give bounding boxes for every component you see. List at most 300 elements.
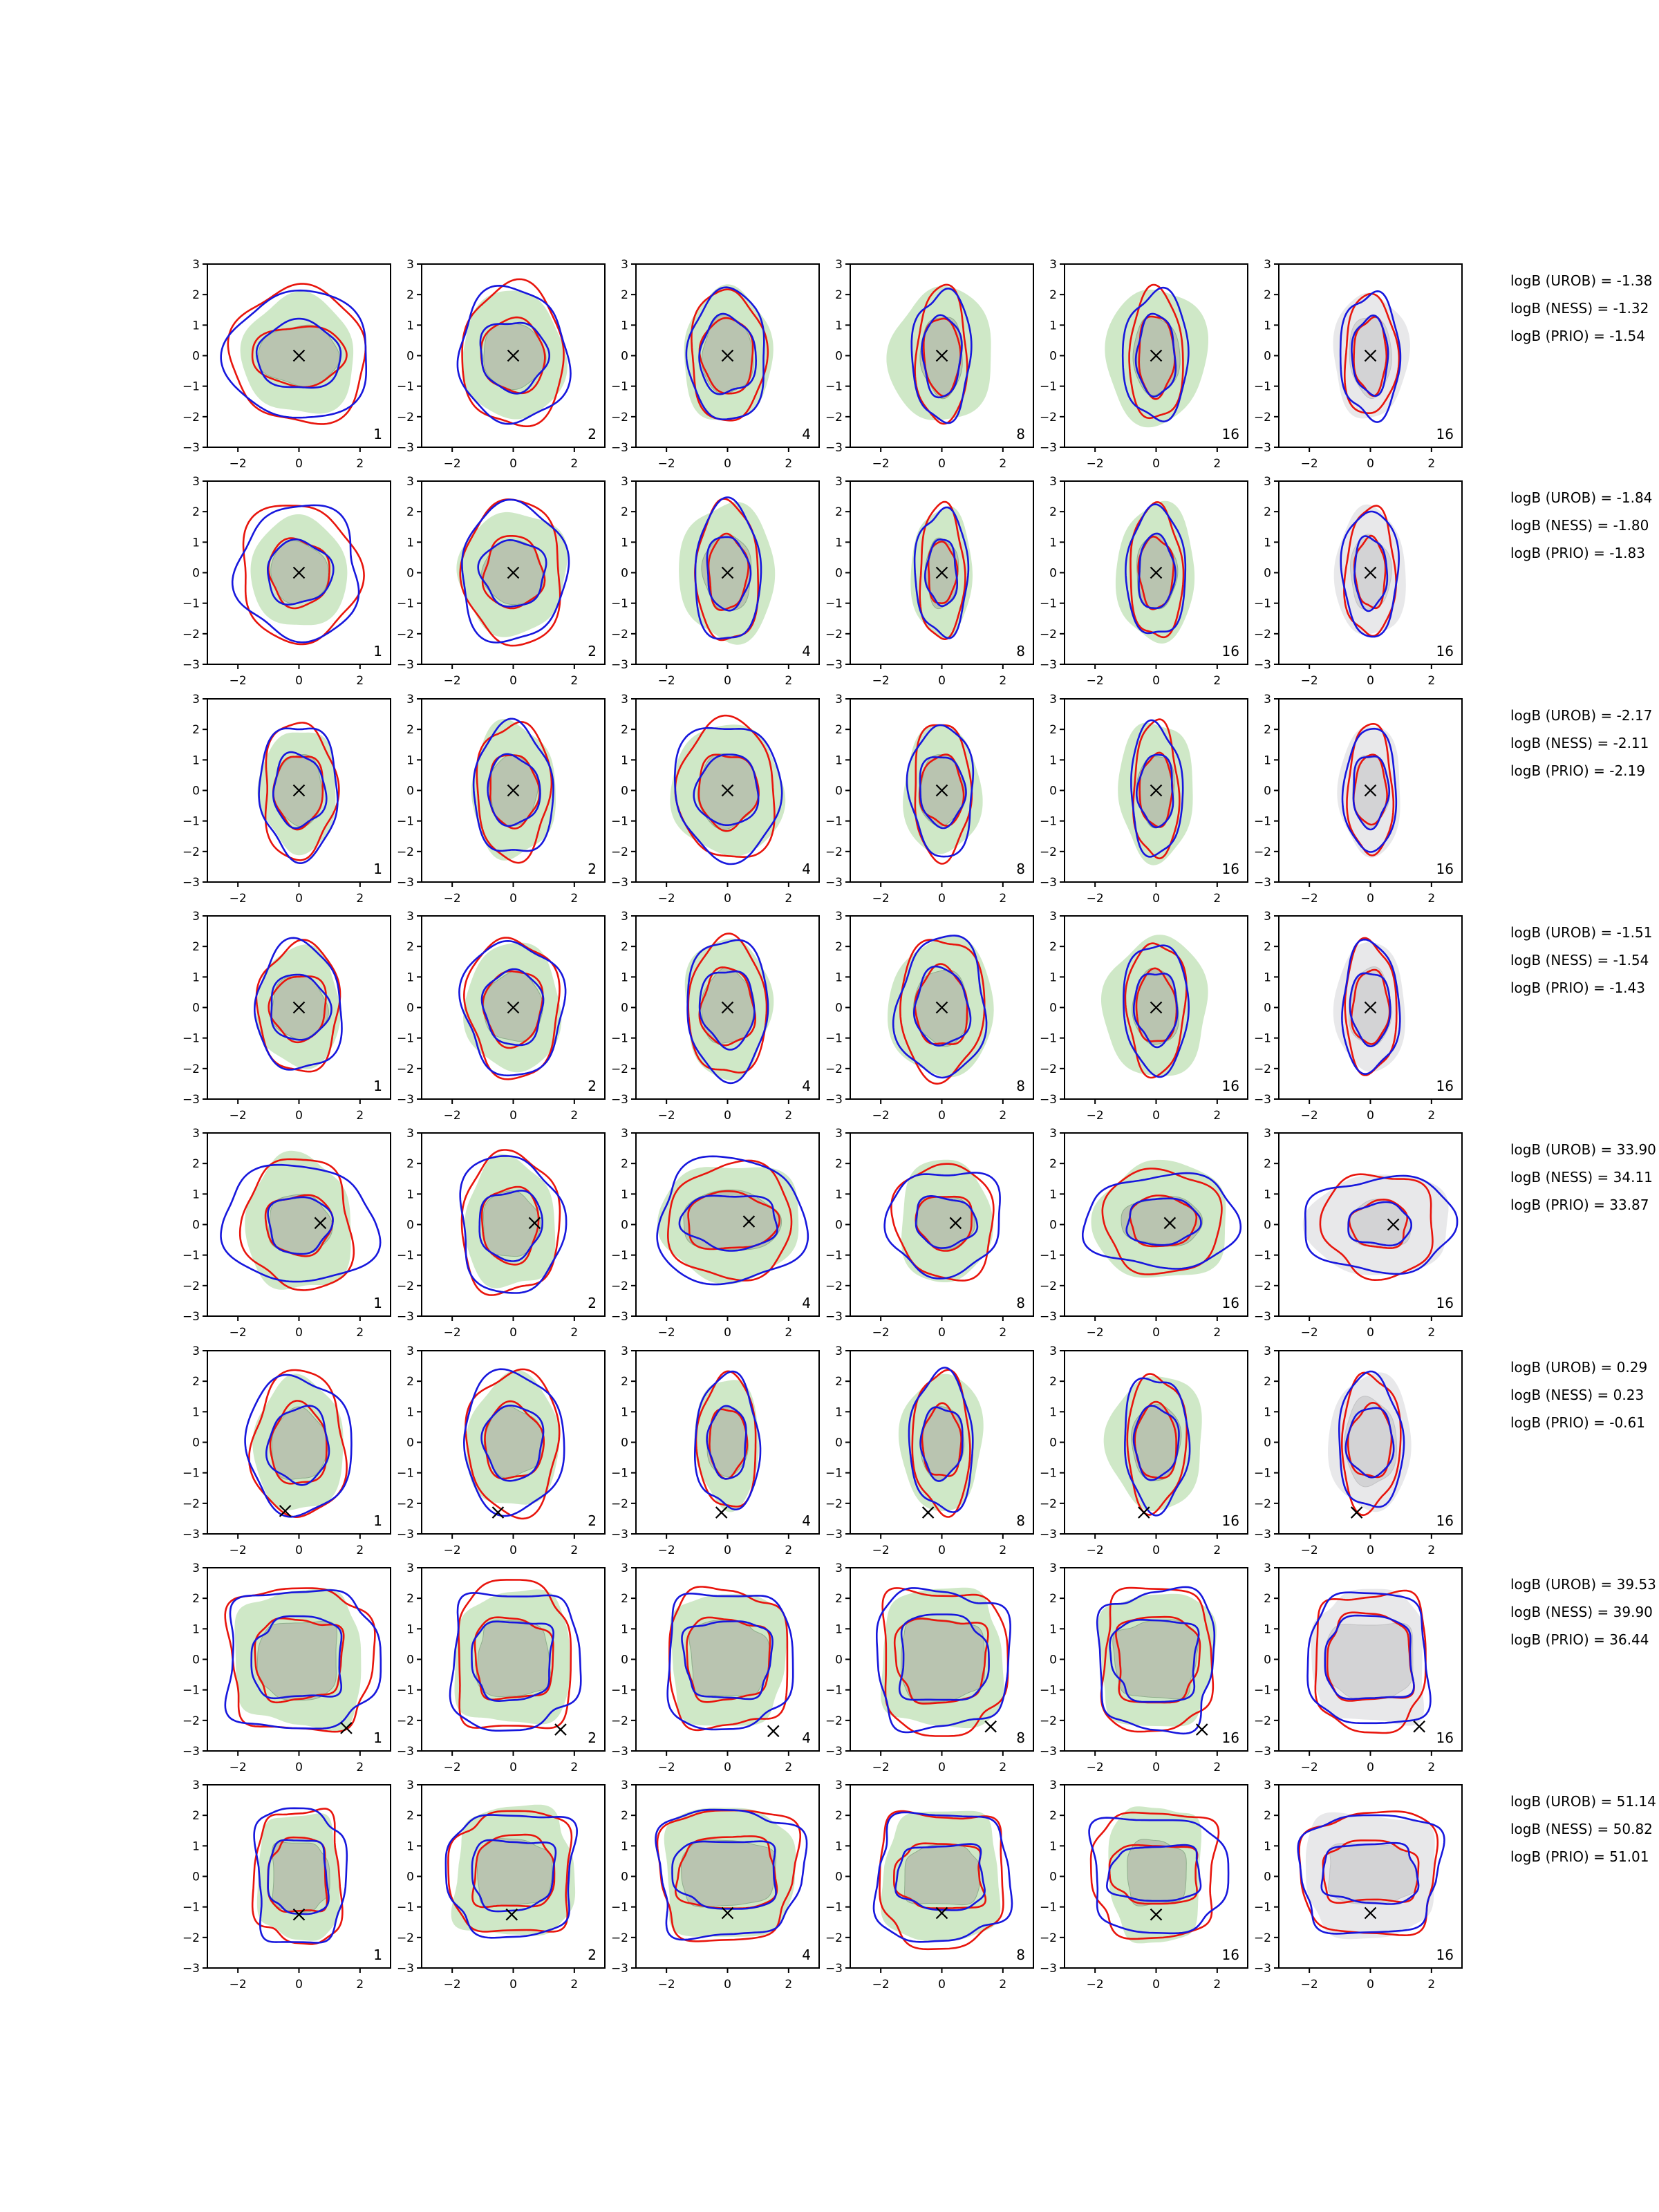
x-tick-label: 2 [1213,1978,1221,1991]
y-tick-label: 3 [1264,258,1271,272]
y-tick-label: −3 [1253,876,1271,890]
logb-ness-label: logB (NESS) = -1.32 [1510,300,1649,317]
y-tick-label: −1 [825,379,843,394]
y-tick-label: 0 [1049,1653,1057,1667]
contour-panel [1024,1344,1256,1571]
y-tick-label: 0 [1264,1218,1271,1232]
panel-count-label: 16 [1221,426,1239,442]
panel-count-label: 8 [1016,1947,1025,1963]
y-tick-label: −1 [182,597,200,611]
contour-panel-svg [167,692,399,917]
y-tick-label: 3 [1264,1779,1271,1792]
y-tick-label: −2 [1039,1931,1057,1945]
y-tick-label: 2 [1049,1592,1057,1606]
x-tick-label: 2 [999,457,1007,471]
y-tick-label: 2 [1049,723,1057,738]
x-tick-label: −2 [1300,892,1318,906]
y-tick-label: −3 [1253,1528,1271,1541]
contour-panel [810,474,1042,702]
y-tick-label: 3 [192,1779,200,1792]
x-tick-label: 0 [938,1978,946,1991]
contour-panel-svg [382,1778,613,2003]
y-tick-label: 3 [1264,693,1271,706]
contour-panel-svg [1024,1561,1256,1785]
y-tick-label: −1 [182,1683,200,1698]
contour-panel [1024,1126,1256,1353]
contour-panel-svg [810,474,1042,699]
y-tick-label: −1 [610,379,628,394]
x-tick-label: 2 [356,1544,364,1557]
x-tick-label: −2 [657,674,675,688]
x-tick-label: 0 [1367,1978,1374,1991]
y-tick-label: 2 [406,1809,414,1824]
panel-count-label: 8 [1016,426,1025,442]
y-tick-label: −3 [610,1962,628,1976]
y-tick-label: −3 [825,1310,843,1324]
y-tick-label: −2 [825,1062,843,1076]
x-tick-label: 2 [1427,1544,1436,1557]
contour-panel-svg [810,1126,1042,1351]
y-tick-label: 3 [406,1562,414,1575]
y-tick-label: 0 [1049,349,1057,364]
y-tick-label: 1 [406,1188,414,1202]
y-tick-label: −1 [1253,379,1271,394]
y-tick-label: −3 [1039,1745,1057,1759]
y-tick-label: 0 [406,1001,414,1015]
logb-ness-label: logB (NESS) = 34.11 [1510,1169,1653,1185]
contour-panel-svg [596,1561,827,1785]
y-tick-label: 3 [192,1562,200,1575]
y-tick-label: 3 [406,1344,414,1358]
y-tick-label: −3 [610,658,628,672]
y-tick-label: −1 [1253,1248,1271,1263]
y-tick-label: 3 [192,1127,200,1141]
x-tick-label: 0 [724,1761,731,1774]
contour-panel [1239,1778,1470,2005]
y-tick-label: 1 [621,1405,628,1420]
x-tick-label: −2 [443,1109,461,1123]
y-tick-label: 3 [621,910,628,924]
logb-ness-label: logB (NESS) = 0.23 [1510,1387,1644,1403]
panel-count-label: 2 [588,1730,597,1746]
x-tick-label: 2 [1427,892,1436,906]
panel-count-label: 2 [588,1078,597,1094]
contour-panel-svg [1024,1344,1256,1568]
x-tick-label: −2 [1086,892,1104,906]
y-tick-label: 2 [621,940,628,955]
y-tick-label: −1 [825,1248,843,1263]
y-tick-label: −2 [610,1931,628,1945]
y-tick-label: 2 [406,1157,414,1172]
y-tick-label: 2 [192,1375,200,1389]
y-tick-label: −1 [396,379,414,394]
y-tick-label: 1 [192,1188,200,1202]
y-tick-label: 1 [1264,1839,1271,1854]
y-tick-label: −3 [1039,1093,1057,1107]
x-tick-label: −2 [229,1761,247,1774]
panel-count-label: 8 [1016,1078,1025,1094]
y-tick-label: 1 [1264,971,1271,985]
y-tick-label: −2 [1253,1931,1271,1945]
y-tick-label: 0 [406,1436,414,1450]
y-tick-label: −1 [825,1683,843,1698]
contour-panel [167,1344,399,1571]
x-tick-label: 0 [1152,1761,1160,1774]
y-tick-label: 1 [192,753,200,768]
y-tick-label: 3 [406,1127,414,1141]
y-tick-label: −3 [825,1093,843,1107]
panel-count-label: 16 [1221,861,1239,877]
contour-panel-svg [596,474,827,699]
x-tick-label: 2 [999,1544,1007,1557]
contour-panel [382,1344,613,1571]
y-tick-label: 3 [1049,910,1057,924]
contour-panel-svg [1239,1344,1470,1568]
x-tick-label: 0 [1367,457,1374,471]
logb-urob-label: logB (UROB) = -1.51 [1510,924,1653,941]
panel-count-label: 16 [1436,861,1454,877]
x-tick-label: 2 [1427,1978,1436,1991]
y-tick-label: 2 [835,288,843,303]
y-tick-label: 3 [621,1344,628,1358]
y-tick-label: 2 [192,940,200,955]
y-tick-label: −2 [182,410,200,424]
panel-count-label: 16 [1436,1947,1454,1963]
panel-count-label: 2 [588,1947,597,1963]
contour-panel-svg [596,692,827,917]
x-tick-label: 0 [295,1109,303,1123]
panel-count-label: 1 [373,1730,382,1746]
contour-panel-svg [1024,692,1256,917]
y-tick-label: 1 [835,1622,843,1637]
y-tick-label: 1 [192,536,200,550]
y-tick-label: −2 [396,1497,414,1511]
x-tick-label: 0 [724,1544,731,1557]
y-tick-label: −1 [825,1466,843,1481]
x-tick-label: −2 [1086,1109,1104,1123]
x-tick-label: 0 [1367,1761,1374,1774]
panel-count-label: 16 [1221,1947,1239,1963]
contour-panel-svg [1239,1126,1470,1351]
y-tick-label: −1 [1253,1031,1271,1046]
x-tick-label: −2 [657,1544,675,1557]
y-tick-label: 1 [1049,536,1057,550]
x-tick-label: 0 [295,1326,303,1340]
contour-panel [810,1344,1042,1571]
x-tick-label: −2 [229,457,247,471]
y-tick-label: −1 [1039,379,1057,394]
x-tick-label: −2 [443,892,461,906]
x-tick-label: 2 [785,1978,793,1991]
contour-panel [1024,474,1256,702]
y-tick-label: −2 [825,1714,843,1728]
panel-count-label: 8 [1016,1512,1025,1529]
panel-count-label: 4 [802,861,811,877]
contour-panel [382,909,613,1136]
y-tick-label: −3 [1039,1962,1057,1976]
y-tick-label: −2 [825,845,843,859]
x-tick-label: 0 [1152,1326,1160,1340]
contour-panel [596,909,827,1136]
y-tick-label: 2 [1049,1809,1057,1824]
y-tick-label: −1 [1253,814,1271,829]
y-tick-label: 2 [1264,940,1271,955]
y-tick-label: 0 [835,784,843,798]
y-tick-label: 0 [1264,784,1271,798]
logb-ness-label: logB (NESS) = -1.80 [1510,517,1649,534]
y-tick-label: 2 [1049,288,1057,303]
y-tick-label: 3 [406,910,414,924]
y-tick-label: 0 [1049,1870,1057,1884]
y-tick-label: −2 [1039,1279,1057,1293]
y-tick-label: 1 [406,971,414,985]
y-tick-label: −2 [1253,1062,1271,1076]
panel-count-label: 1 [373,1512,382,1529]
y-tick-label: −2 [396,1931,414,1945]
x-tick-label: 2 [1213,1544,1221,1557]
contour-panel [1024,1778,1256,2005]
y-tick-label: 0 [1049,1218,1057,1232]
contour-panel [167,257,399,485]
contour-panel-svg [167,1344,399,1568]
contour-panel [382,1561,613,1788]
x-tick-label: 0 [724,674,731,688]
y-tick-label: 1 [406,536,414,550]
y-tick-label: 3 [835,1127,843,1141]
truth-x-marker [1351,1507,1362,1518]
x-tick-label: −2 [229,1978,247,1991]
y-tick-label: −1 [396,814,414,829]
y-tick-label: −3 [1039,1528,1057,1541]
logb-prio-label: logB (PRIO) = -1.83 [1510,545,1645,561]
x-tick-label: 0 [509,674,517,688]
x-tick-label: 2 [1213,1326,1221,1340]
contour-panel [596,257,827,485]
contour-panel [596,1561,827,1788]
x-tick-label: 0 [295,892,303,906]
y-tick-label: 3 [621,475,628,489]
y-tick-label: 3 [406,258,414,272]
contour-panel [1239,1344,1470,1571]
y-tick-label: −3 [1253,658,1271,672]
y-tick-label: 1 [621,1839,628,1854]
contour-panel-svg [810,257,1042,482]
panel-count-label: 2 [588,1512,597,1529]
x-tick-label: 2 [999,1109,1007,1123]
logb-annotation-block [1510,702,1659,785]
contour-panel [1239,692,1470,919]
y-tick-label: −1 [396,1900,414,1915]
x-tick-label: 0 [1367,1109,1374,1123]
contour-panel-svg [810,692,1042,917]
y-tick-label: 0 [1264,1436,1271,1450]
logb-prio-label: logB (PRIO) = 51.01 [1510,1848,1649,1865]
y-tick-label: −3 [610,1528,628,1541]
y-tick-label: 0 [835,1870,843,1884]
x-tick-label: −2 [657,1109,675,1123]
logb-annotation-block [1510,1353,1659,1436]
x-tick-label: 0 [938,1761,946,1774]
x-tick-label: −2 [229,1326,247,1340]
y-tick-label: −1 [396,1683,414,1698]
x-tick-label: 0 [1152,1978,1160,1991]
panel-count-label: 16 [1436,643,1454,659]
contour-panel-svg [810,1778,1042,2003]
y-tick-label: 2 [406,723,414,738]
x-tick-label: 0 [509,1326,517,1340]
contour-panel-svg [167,257,399,482]
x-tick-label: −2 [1086,1978,1104,1991]
panel-count-label: 16 [1221,643,1239,659]
contour-panel-svg [1024,1126,1256,1351]
y-tick-label: −3 [396,876,414,890]
x-tick-label: 0 [509,1978,517,1991]
y-tick-label: −3 [1253,441,1271,455]
x-tick-label: −2 [443,674,461,688]
y-tick-label: 2 [835,505,843,520]
y-tick-label: 0 [192,1218,200,1232]
y-tick-label: 0 [406,1870,414,1884]
x-tick-label: −2 [872,457,890,471]
x-tick-label: 0 [724,1978,731,1991]
y-tick-label: 2 [406,288,414,303]
y-tick-label: −1 [1253,1466,1271,1481]
logb-urob-label: logB (UROB) = -2.17 [1510,707,1653,724]
y-tick-label: 1 [406,1405,414,1420]
contour-panel-svg [810,1344,1042,1568]
y-tick-label: −2 [610,845,628,859]
y-tick-label: 0 [192,1001,200,1015]
y-tick-label: −3 [825,876,843,890]
panel-count-label: 1 [373,426,382,442]
x-tick-label: 0 [295,1544,303,1557]
y-tick-label: −2 [1253,1497,1271,1511]
y-tick-label: 1 [406,1622,414,1637]
x-tick-label: −2 [1300,1978,1318,1991]
y-tick-label: 2 [835,940,843,955]
x-tick-label: −2 [443,1544,461,1557]
panel-count-label: 16 [1436,1730,1454,1746]
logb-ness-label: logB (NESS) = 39.90 [1510,1604,1653,1620]
x-tick-label: −2 [872,1544,890,1557]
y-tick-label: −2 [1039,845,1057,859]
contour-panel-svg [1239,474,1470,699]
y-tick-label: −1 [610,814,628,829]
y-tick-label: 0 [192,349,200,364]
y-tick-label: −1 [182,1900,200,1915]
x-tick-label: −2 [443,1326,461,1340]
y-tick-label: −3 [825,1745,843,1759]
contour-panel [382,1778,613,2005]
truth-x-marker [1414,1721,1425,1732]
x-tick-label: 0 [509,457,517,471]
panel-count-label: 16 [1436,1512,1454,1529]
x-tick-label: −2 [872,1109,890,1123]
y-tick-label: −3 [396,1310,414,1324]
y-tick-label: −2 [825,1279,843,1293]
y-tick-label: 0 [192,566,200,581]
x-tick-label: 2 [356,1326,364,1340]
x-tick-label: −2 [872,892,890,906]
y-tick-label: −2 [610,1062,628,1076]
y-tick-label: 1 [621,971,628,985]
y-tick-label: −3 [610,876,628,890]
y-tick-label: 3 [621,693,628,706]
panel-count-label: 1 [373,1078,382,1094]
y-tick-label: −1 [610,1031,628,1046]
y-tick-label: −1 [1039,1031,1057,1046]
x-tick-label: 0 [509,1544,517,1557]
y-tick-label: 0 [621,566,628,581]
y-tick-label: 2 [621,1592,628,1606]
x-tick-label: −2 [872,1326,890,1340]
logb-prio-label: logB (PRIO) = 33.87 [1510,1197,1649,1213]
y-tick-label: −2 [1253,1714,1271,1728]
x-tick-label: −2 [229,674,247,688]
contour-panel-svg [1024,257,1256,482]
contour-panel-svg [382,1561,613,1785]
y-tick-label: −3 [1039,441,1057,455]
y-tick-label: 3 [192,693,200,706]
x-tick-label: 2 [1213,457,1221,471]
x-tick-label: 2 [999,674,1007,688]
contour-panel [810,692,1042,919]
panel-count-label: 4 [802,1295,811,1311]
contour-panel-svg [596,1344,827,1568]
logb-prio-label: logB (PRIO) = -2.19 [1510,762,1645,779]
y-tick-label: −1 [396,1031,414,1046]
y-tick-label: −2 [182,1062,200,1076]
contour-panel [810,1561,1042,1788]
x-tick-label: 2 [570,1978,579,1991]
contour-panel-svg [1024,1778,1256,2003]
x-tick-label: 2 [570,1544,579,1557]
panel-count-label: 16 [1221,1730,1239,1746]
x-tick-label: 0 [1152,1109,1160,1123]
x-tick-label: 2 [1427,1326,1436,1340]
y-tick-label: 2 [1264,505,1271,520]
y-tick-label: 1 [835,1405,843,1420]
y-tick-label: 3 [406,475,414,489]
contour-panel [1239,1561,1470,1788]
y-tick-label: −1 [825,1031,843,1046]
contour-panel-svg [382,474,613,699]
x-tick-label: 2 [1213,674,1221,688]
y-tick-label: 2 [621,505,628,520]
x-tick-label: −2 [657,892,675,906]
x-tick-label: 2 [1213,1761,1221,1774]
y-tick-label: 3 [1264,475,1271,489]
y-tick-label: −1 [1039,1248,1057,1263]
y-tick-label: 2 [1264,1157,1271,1172]
contour-panel [1239,257,1470,485]
x-tick-label: 0 [1152,892,1160,906]
y-tick-label: 2 [1049,505,1057,520]
y-tick-label: −2 [610,410,628,424]
y-tick-label: −2 [610,627,628,641]
y-tick-label: 0 [1264,566,1271,581]
contour-panel [167,1126,399,1353]
y-tick-label: 3 [406,693,414,706]
y-tick-label: 2 [406,505,414,520]
contour-panel [167,909,399,1136]
contour-panel-svg [1239,1561,1470,1785]
y-tick-label: −2 [396,845,414,859]
y-tick-label: 3 [835,475,843,489]
fill-inner-region [257,1621,337,1700]
logb-annotation-block [1510,484,1659,567]
panel-count-label: 2 [588,426,597,442]
